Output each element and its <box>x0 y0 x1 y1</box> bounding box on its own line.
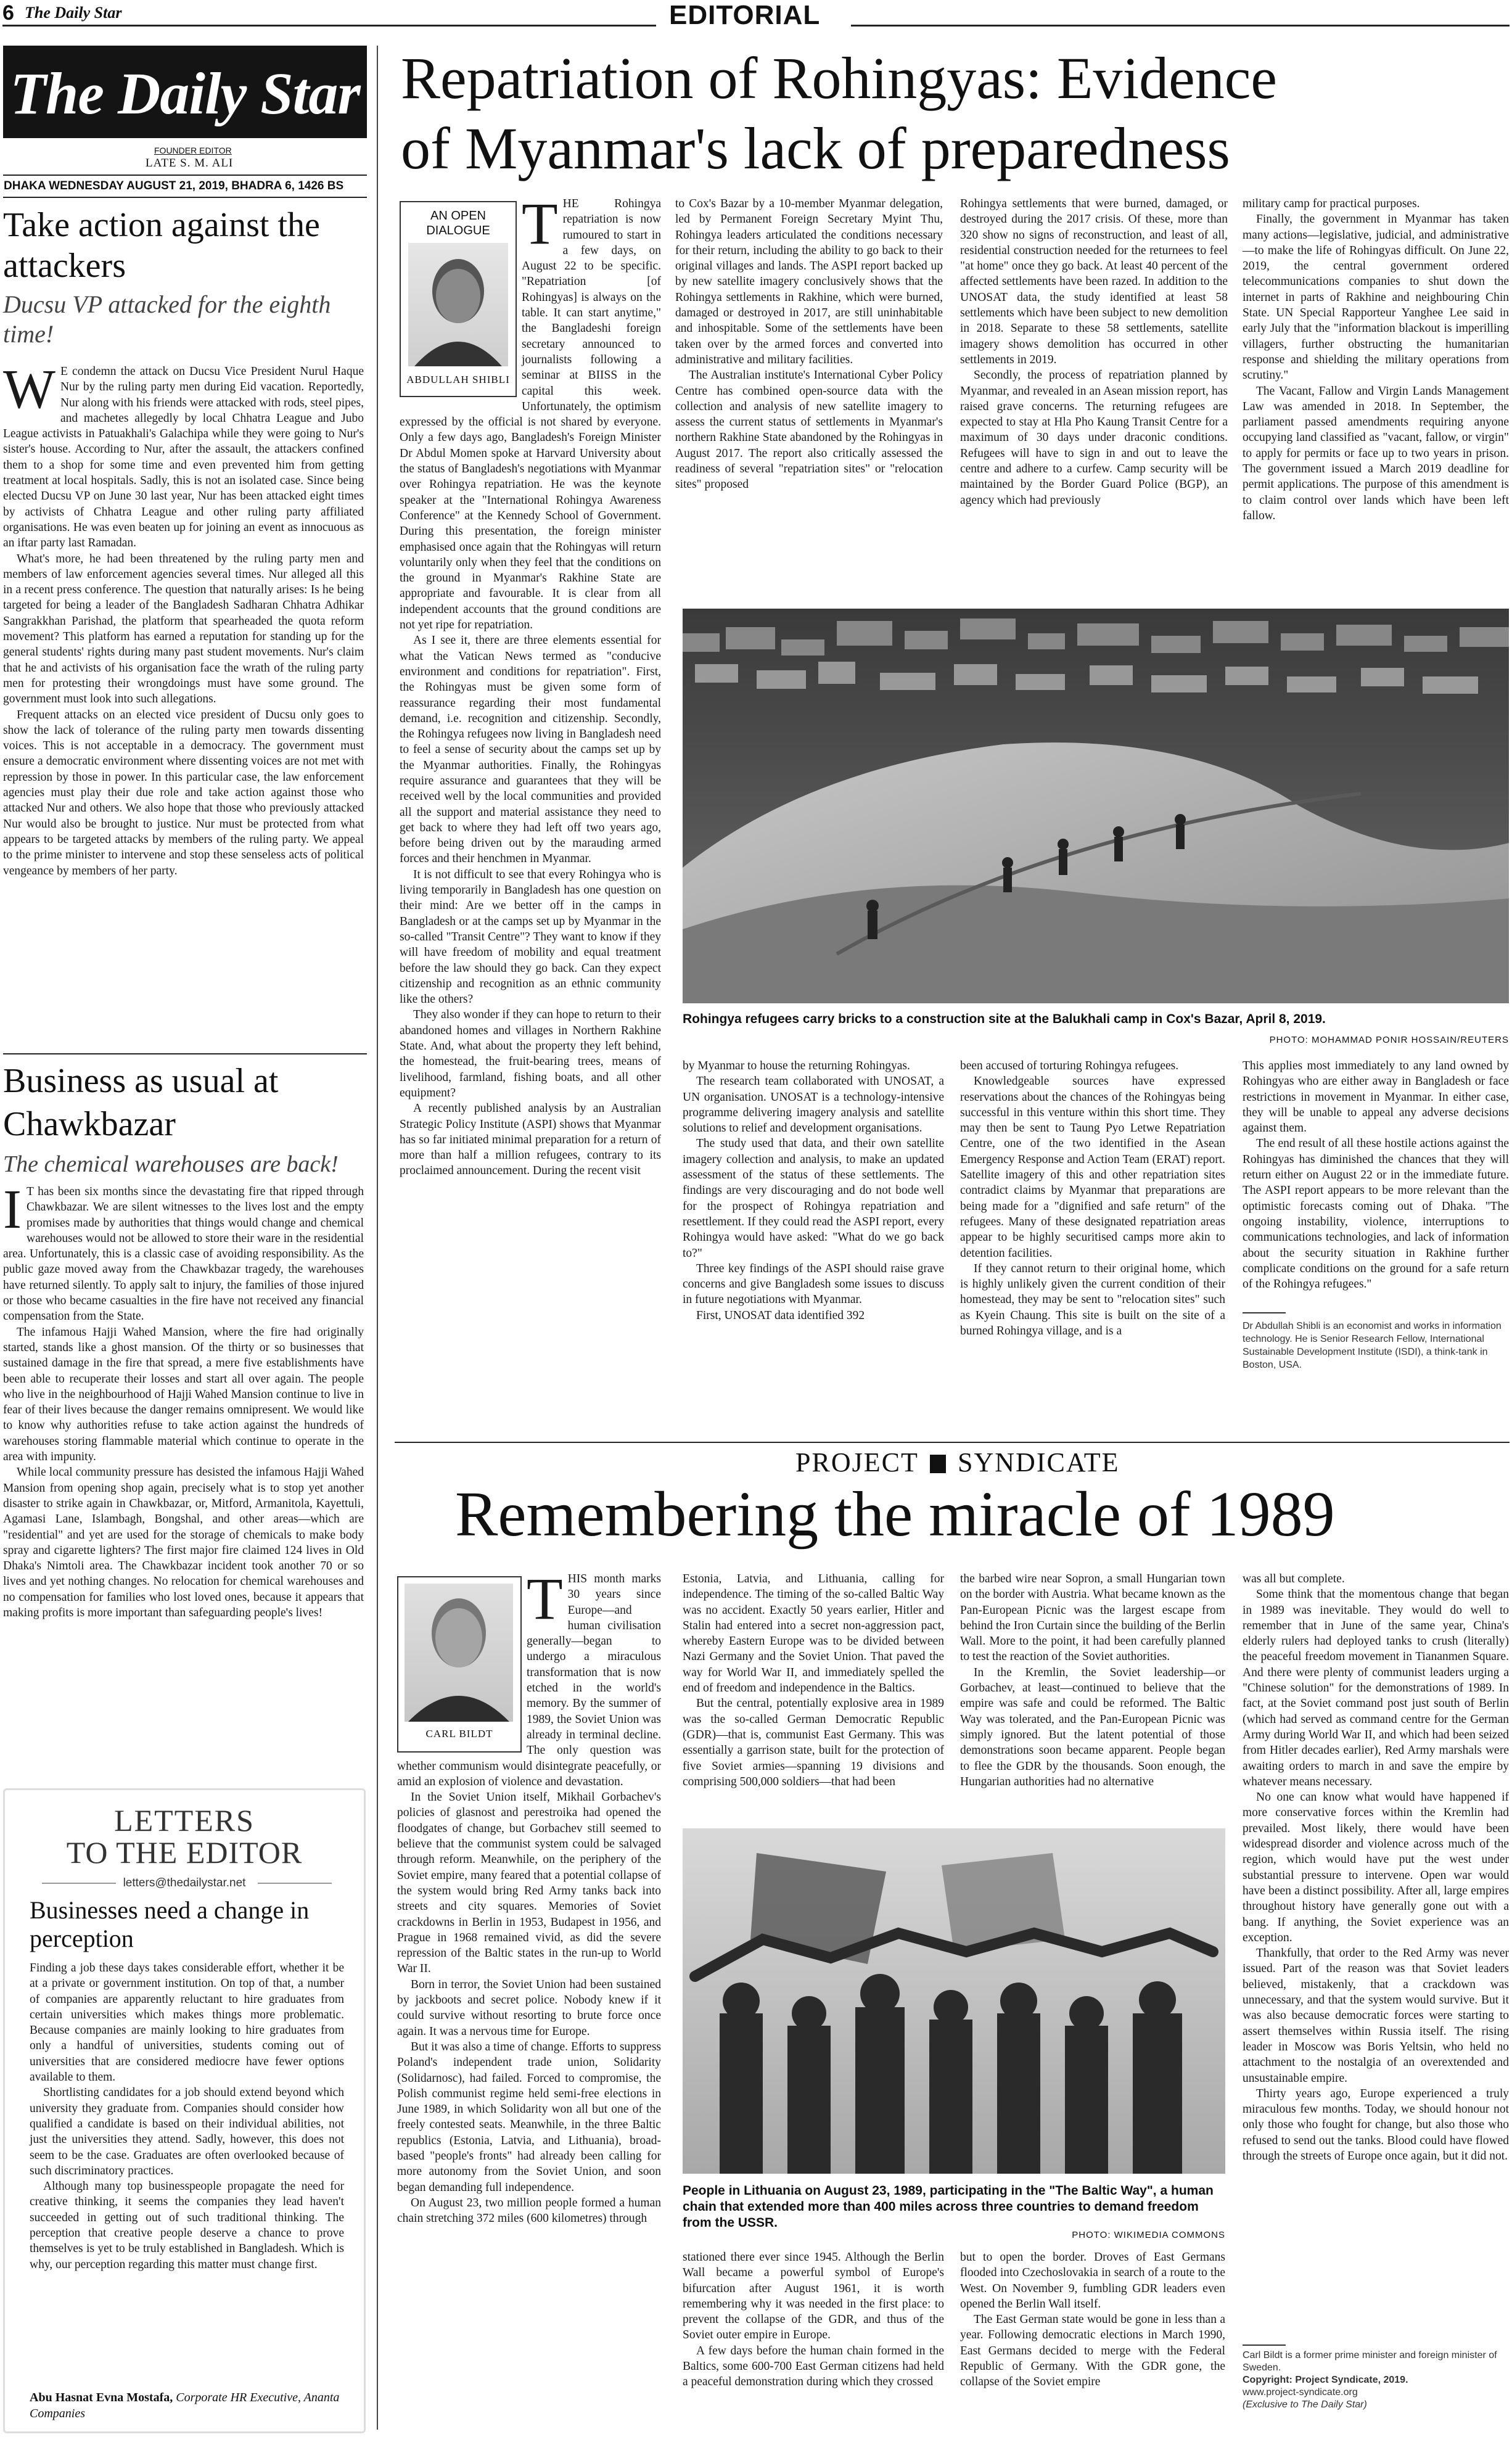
letters-body <box>30 1960 344 2272</box>
letters-title: Businesses need a change in perception <box>30 1896 310 1952</box>
editorial-2-dropcap: I <box>3 1179 22 1240</box>
rohingya-photo-caption: Rohingya refugees carry bricks to a construction site at the Balukhali camp in Cox's Bazar, April 8, 2019. <box>683 1012 1326 1026</box>
syndicate-logo-left: PROJECT <box>795 1447 919 1477</box>
article-1-paragraph: by Myanmar to house the returning Rohingyas. <box>683 1059 910 1072</box>
article-1-paragraph: The end result of all these hostile actions against the Rohingyas has diminished the chances that they will return either on August 22 or in the immediate future. The ASPI report appears to be more relevant than the optimistic forecasts coming out of Dhaka. "The ongoing instability, violence, interruptions to communications technologies, and lack of information about the security situation in Rakhine further complicate conditions on the ground for a safe return of the Rohingya refugees." <box>1243 1137 1509 1291</box>
letters-paragraph: Shortlisting candidates for a job should extend beyond which university they graduate from. Companies should consider how qualified a candidate is based on their individual abilities, not just the universities they attend. Sadly, however, this does not seem to be the case. Graduates are often overlooked because of such discriminatory practices. <box>30 2086 344 2177</box>
article-1-bio: Dr Abdullah Shibli is an economist and works in information technology. He is Senior Research Fellow, International Sustainable Development Institute (ISDI), a think-tank in Boston, USA. <box>1243 1321 1502 1370</box>
editorial-1-dropcap: W <box>3 359 55 420</box>
article-1-paragraph: This applies most immediately to any land owned by Rohingyas who are either away in Bangladesh or face restrictions in movement in Myanmar. In either case, they will be unable to appeal any adverse decisions against them. <box>1243 1059 1509 1135</box>
article-1-headline-1: Repatriation of Rohingyas: Evidence <box>401 45 1277 111</box>
article-1-col-3 <box>960 196 1228 508</box>
editorial-2-body <box>3 1179 364 1621</box>
article-1-col-4 <box>1243 196 1509 524</box>
refugee-camp-image-icon <box>683 609 1509 1003</box>
article-1-paragraph: to Cox's Bazar by a 10-member Myanmar delegation, led by Permanent Foreign Secretary Myint Thu, Rohingya leaders articulated the conditions necessary for their return, including the ability to go back to their original villages and lands. The ASPI report backed up by new satellite imagery conclusively shows that the Rohingya settlements in Rakhine, which were burned, damaged or destroyed in 2017, are still uninhabitable and inhospitable. Some of the settlements have been taken over by the armed forces and converted into administrative and military facilities. <box>675 197 943 366</box>
logo-box <box>3 46 367 138</box>
article-1-paragraph: Finally, the government in Myanmar has taken many actions—legislative, judicial, and administrative—to make the life of Rohingyas difficult. On June 22, 2019, the central government ordered telecommunications companies to shut down the internet in parts of Rakhine and neighbouring Chin State. UN Special Rapporteur Yanghee Lee said in early July that the "information blackout is imperilling villagers, further obstructing the humanitarian response and shielding the military operations from scrutiny." <box>1243 213 1509 382</box>
article-1-paragraph: Rohingya settlements that were burned, damaged, or destroyed during the 2017 crisis. Of these, more than 320 show no signs of reconstruction, and least of all, residential construction needed for the returnees to feel "at home" once they go back. At least 40 percent of the affected settlements have been razed. In addition to the UNOSAT data, the study identified at least 58 settlements which have been subject to new demolition in 2018. Separate to these 58 settlements, satellite imagery shows demolition has occurred in other settlements in 2019. <box>960 197 1228 366</box>
editorial-2-subtitle: The chemical warehouses are back! <box>3 1151 339 1177</box>
top-rule-left <box>2 25 656 27</box>
editorial-1-body <box>3 359 364 879</box>
article-2-headline: Remembering the miracle of 1989 <box>455 1479 1335 1550</box>
dateline-rule-top <box>3 175 367 176</box>
article-2-paragraph: Thankfully, that order to the Red Army was never issued. Part of the reason was that Soviet leaders believed, mistakenly, that a crackdown was unnecessary, and that the system would survive. But it was also because democratic forces were starting to assert themselves within Russia itself. The rising leader in Moscow was Boris Yeltsin, who held no attachment to the nostalgia of an overextended and unsustainable empire. <box>1243 1947 1509 2085</box>
article-1-col-4b <box>1243 1058 1509 1292</box>
article-2-paragraph: but to open the border. Droves of East Germans flooded into Czechoslovakia in search of a route to the West. On November 9, fumbling GDR leaders even opened the Berlin Wall itself. <box>960 2251 1225 2311</box>
letters-paragraph: Although many top businesspeople propagate the need for creative thinking, it seems the companies they lead haven't succeeded in getting out of such traditional thinking. The perception that creative people deserve a chance to prove themselves is yet to be truly established in Bangladesh. Which is why, our perception regarding this matter must change first. <box>30 2180 344 2271</box>
article-2-bio-block <box>1243 2349 1509 2411</box>
syndicate-square-icon <box>930 1455 946 1473</box>
baltic-photo-caption: People in Lithuania on August 23, 1989, participating in the "The Baltic Way", a human chain that extended more than 400 miles across three countries to demand freedom from the USSR. <box>683 2184 1214 2230</box>
article-1-bio-rule <box>1243 1312 1286 1313</box>
article-1-paragraph: Three key findings of the ASPI should raise grave concerns and give Bangladesh some issues to discuss in future negotiations with Myanmar. <box>683 1262 944 1307</box>
page-number: 6 <box>2 1 14 25</box>
article-2-paragraph: Born in terror, the Soviet Union had been sustained by jackboots and secret police. Nobody knew if it could survive without resorting to brute force once again. It was a nervous time for Europe. <box>397 1978 661 2038</box>
column-label: AN OPEN DIALOGUE <box>426 209 490 237</box>
article-1-dropcap: T <box>522 191 558 257</box>
letters-paragraph: Finding a job these days takes considerable effort, whether it be at a private or government institution. On top of that, a number of companies are apparently reluctant to hire graduates from certain universities which makes things more problematic. Because companies are mainly looking to hire graduates from only a handful of universities, students coming out of universities that are considered mediocre have fewer options available to them. <box>30 1962 344 2084</box>
article-2-copyright: Copyright: Project Syndicate, 2019. <box>1243 2375 1408 2385</box>
article-2-bio: Carl Bildt is a former prime minister and foreign minister of Sweden. <box>1243 2350 1497 2373</box>
dateline: DHAKA WEDNESDAY AUGUST 21, 2019, BHADRA 6, 1426 BS <box>4 179 344 192</box>
article-2-paragraph: But it was also a time of change. Efforts to suppress Poland's independent trade union, Solidarity (Solidarnosc), had failed. Forced to compromise, the Polish communist regime held semi-free elections in June 1989, in which Solidarity won all but one of the freely contested seats. Meanwhile, in the three Baltic republics (Estonia, Latvia, and Lithuania), broad-based "people's fronts" had already been calling for more autonomy from the Soviet Union, and soon began demanding full independence. <box>397 2040 661 2194</box>
article-2-paragraph: Some think that the momentous change that began in 1989 was inevitable. They would do well to remember that in June of the same year, China's elderly rulers had deployed tanks to crush (literally) the peaceful freedom movement in Tiananmen Square. And there were plenty of communist leaders urging a "Chinese solution" for the demonstrations of 1989. In fact, at the Soviet command post just south of Berlin (which had served as command centre for the German Army during World War II, and which had been seized from Hitler decades earlier), Red Army marshals were awaiting orders to march in and save the empire by whatever means necessary. <box>1243 1588 1509 1788</box>
letters-box <box>3 1788 366 2433</box>
editorial-1-title: Take action against the attackers <box>3 206 320 285</box>
article-1-paragraph: The Vacant, Fallow and Virgin Lands Management Law was amended in 2018. In September, the parliament passed amendments requiring anyone occupying land classified as "vacant, fallow, or virgin" to apply for permits or face up to two years in prison. The government issued a March 2019 deadline for permit applications. The purpose of this amendment is to claim control over lands which have been left fallow. <box>1243 384 1509 522</box>
author-name: ABDULLAH SHIBLI <box>406 374 510 385</box>
article-1-col-2 <box>675 196 943 493</box>
article-2-col-2 <box>683 1571 944 1790</box>
letters-heading-2: TO THE EDITOR <box>66 1835 303 1870</box>
syndicate-logo <box>795 1447 1119 1478</box>
baltic-photo-credit: PHOTO: WIKIMEDIA COMMONS <box>1072 2230 1225 2240</box>
editorial-2-title: Business as usual at Chawkbazar <box>3 1062 279 1143</box>
article-1-paragraph: HE Rohingya repatriation is now rumoured to start in a few days, on August 22 to be specific. "Repatriation [of Rohingyas] is always on the table. It can start anytime," the Bangladeshi foreign secretary announced to journalists following a seminar at BIISS in the capital this week. Unfortunately, the optimism expressed by the official is not shared by everyone. Only a few days ago, Bangladesh's Foreign Minister Dr Abdul Momen spoke at Harvard University about the status of Bangladesh's negotiations with Myanmar over Rohingya repatriation. He was the keynote speaker at the "International Rohingya Awareness Conference" at the Kennedy School of Government. During this presentation, the foreign minister emphasised once again that the Rohingyas will return voluntarily only when they feel that the conditions on the ground in Myanmar's Rakhine State are appropriate and favourable. It is clear from all independent accounts that the ground conditions are not yet ripe for repatriation. <box>400 197 661 632</box>
article-2-paragraph: In the Soviet Union itself, Mikhail Gorbachev's policies of glasnost and perestroika had opened the floodgates of change, but Gorbachev still seemed to believe that the communist system could be salvaged through reform. Meanwhile, on the periphery of the Soviet empire, many feared that a potential collapse of the system would bring Red Army tanks back into streets and city squares. Memories of Soviet crackdowns in Berlin in 1953, Budapest in 1956, and Prague in 1968 remained vivid, as did the severe repression of the Baltic states in the run-up to World War II. <box>397 1791 661 1976</box>
letters-signature-name: Abu Hasnat Evna Mostafa, <box>30 2391 173 2404</box>
article-2-paragraph: The East German state would be gone in less than a year. Following democratic elections in March 1990, East Germans decided to merge with the Federal Republic of Germany. With the GDR gone, the collapse of the Soviet empire <box>960 2313 1225 2389</box>
letters-heading-rule-right <box>258 1883 332 1884</box>
article-2-col-1 <box>397 1566 661 2226</box>
article-1-paragraph: Secondly, the process of repatriation planned by Myanmar, and revealed in an Asean mission report, has raised grave concerns. The returning refugees are expected to stay at Hla Pho Kaung Transit Centre for a maximum of 30 days under draconic conditions. Refugees will have to sign in and out to leave the centre and adhere to a curfew. Camp security will be maintained by the Border Guard Police (BGP), an agency which had previously <box>960 369 1228 507</box>
article-1-col-1 <box>400 191 661 1179</box>
article-2-paragraph: Estonia, Latvia, and Lithuania, calling for independence. The timing of the so-called Baltic Way was no accident. Exactly 50 years earlier, Hitler and Stalin had entered into a secret non-aggression pact, whereby Eastern Europe was to be divided between Nazi Germany and the Soviet Union. That paved the way for World War II, and immediately spelled the end of freedom and independence in the Baltics. <box>683 1572 944 1695</box>
article-2-paragraph: On August 23, two million people formed a human chain stretching 372 miles (600 kilometres) through <box>397 2196 661 2225</box>
rohingya-photo-credit: PHOTO: MOHAMMAD PONIR HOSSAIN/REUTERS <box>1269 1035 1509 1045</box>
author-box-spacer <box>400 196 522 400</box>
article-1-paragraph: They also wonder if they can hope to return to their abandoned homes and villages in Northern Rakhine State. And, what about the property they left behind, the homestead, the fruit-bearing trees, means of livelihood, farmland, fishing boats, and all other equipment? <box>400 1008 661 1099</box>
article-1-paragraph: First, UNOSAT data identified 392 <box>696 1309 865 1322</box>
article-separator <box>395 1442 1510 1443</box>
article-2-paragraph: No one can know what would have happened if more conservative forces within the Kremlin had prevailed. Most likely, there would have been widespread disorder and violence across much of the region, which would have put the west under substantial pressure to intervene. Open war would have been a distinct possibility. After all, large empires throughout history have generally gone out with a bang. If anything, the Soviet experience was an exception. <box>1243 1791 1509 1944</box>
editorial-2-paragraph: The infamous Hajji Wahed Mansion, where the fire had originally started, stands like a ghost mansion. Of the thirty or so businesses that sustained damage in the fire that spread, a mere five establishments have been able to recuperate their losses and start all over again. The people who live in the neighbourhood of Hajji Wahed Mansion continue to live in fear of their lives because the danger remains omnipresent. We would like to know why authorities refuse to take action against the hundreds of warehouses storing flammable material which continue to operate in the area with impunity. <box>3 1325 364 1464</box>
editorial-divider <box>3 1053 367 1054</box>
article-1-paragraph: military camp for practical purposes. <box>1243 197 1420 210</box>
article-2-website: www.project-syndicate.org <box>1243 2387 1358 2398</box>
founder-name: LATE S. M. ALI <box>146 157 234 170</box>
founder-label: FOUNDER EDITOR <box>154 146 232 155</box>
editorial-2-paragraph: T has been six months since the devastating fire that ripped through Chawkbazar. We are silent witnesses to the lives lost and the empty promises made by authorities that things would change and chemical warehouses would not be allowed to store their ware in the residential area. Unfortunately, this is a classic case of avoiding responsibility. As the public gaze moved away from the Chawkbazar tragedy, the warehouses have returned silently. To apply salt to injury, the families of those injured or those who became casualties in the fire have not received any financial compensation from the State. <box>3 1185 364 1323</box>
article-2-col-3 <box>960 1571 1225 1790</box>
article-2-paragraph: the barbed wire near Sopron, a small Hungarian town on the border with Austria. What became known as the Pan-European Picnic was the largest escape from behind the Iron Curtain since the building of the Berlin Wall. More to the point, it had been carefully planned to test the reaction of the Soviet authorities. <box>960 1572 1225 1664</box>
article-1-paragraph: It is not difficult to see that every Rohingya who is living temporarily in Bangladesh has one question on their mind: Are we better off in the camps in Bangladesh or at the camps set up by Myanmar in the so-called "Transit Centre"? They want to know if they will have freedom of mobility and equal treatment before the law should they go back. Can they expect citizenship and recognition as an ethnic community like the others? <box>400 868 661 1006</box>
editorial-1-subtitle: Ducsu VP attacked for the eighth time! <box>3 290 331 348</box>
article-1-paragraph: Knowledgeable sources have expressed reservations about the chances of the Rohingyas being successful in this venture within this short time. They may then be sent to Taung Pyo Letwe Repatriation Centre, one of the two identified in the Asean Emergency Response and Action Team (ERAT) report. Satellite imagery of this and other repatriation sites contradict claims by Myanmar that preparations are being made for a "dignified and safe return" of the refugees. Many of these designated repatriation areas appear to be highly securitised camps more akin to detention facilities. <box>960 1075 1225 1260</box>
editorial-1-paragraph: E condemn the attack on Ducsu Vice President Nurul Haque Nur by the ruling party men during Eid vacation. Reportedly, Nur along with his friends were attacked with rods, steel pipes, and machetes allegedly by local Chhatra League and Jubo League activists in Patuakhali's Galachipa while they were going to Nur's sister's house. According to Nur, after the assault, the attackers confined them to a shop for some time and even prevented him from getting treatment at local hospitals. Sadly, this is not an isolated case. Since being elected Ducsu VP on June 30 last year, Nur has been attacked eight times by activists of Chhatra League and other ruling party affiliated organisations. He was even beaten up for joining an event as innocuous as an iftar party last Ramadan. <box>3 365 364 550</box>
syndicate-logo-right: SYNDICATE <box>958 1447 1120 1477</box>
article-2-col-2b <box>683 2250 944 2390</box>
editorial-2-paragraph: While local community pressure has desisted the infamous Hajji Wahed Mansion from opening shop again, precisely what is to stop yet another disaster to strike again in Chawkbazar, or, Mitford, Armanitola, Kayettuli, Agamasi Lane, Islambagh, Bongshal, and other areas—which are "residential" and yet are used for the storage of chemicals to make body spray and cigarette lighters? The first major fire claimed 124 lives in Old Dhaka's Nimtoli area. The Chawkbazar incident took another 70 or so lives and yet nothing changes. No relocation for chemical warehouses and no compensation for families who lost loved ones, because it appears that making profits is more important than safeguarding people's lives! <box>3 1466 364 1620</box>
article-2-paragraph: In the Kremlin, the Soviet leadership—or Gorbachev, at least—continued to believe that the empire was safe and could be reformed. The Baltic Way was tolerated, and the Pan-European Picnic was simply ignored. But the latent potential of those demonstrations soon became apparent. People began to flee the GDR by the thousands. Soon enough, the Hungarian authorities had no alternative <box>960 1666 1225 1788</box>
article-2-bio-rule <box>1243 2345 1286 2346</box>
dateline-rule-bottom <box>3 197 367 198</box>
author-2-name: CARL BILDT <box>425 1728 493 1740</box>
letters-signature <box>30 2390 344 2422</box>
baltic-way-photo <box>683 1828 1225 2174</box>
letters-email: letters@thedailystar.net <box>123 1876 246 1889</box>
article-1-paragraph: The research team collaborated with UNOSAT, a UN organisation. UNOSAT is a technology-intensive programme delivering imagery analysis and satellite solutions to relief and development organisations. <box>683 1075 944 1135</box>
article-1-paragraph: The Australian institute's International Cyber Policy Centre has combined open-source data with the collection and analysis of new satellite imagery to assess the current status of settlements in Myanmar's northern Rakhine State abandoned by the Rohingyas in August 2017. The report also critically assessed the readiness of several "repatriation sites" or "relocation sites" proposed <box>675 369 943 491</box>
article-1-paragraph: The study used that data, and their own satellite imagery collection and analysis, to make an updated assessment of the status of these settlements. The findings are very discouraging and do not bode well for the prospect of Rohingya repatriation and resettlement. If they could read the ASPI report, every Rohingya would have asked: "What do we go back to?" <box>683 1137 944 1260</box>
article-2-paragraph: stationed there ever since 1945. Although the Berlin Wall became a powerful symbol of Europe's bifurcation after August 1961, it is worth remembering why it was needed in the first place: to prevent the collapse of the GDR, and thus of the Soviet outer empire in Europe. <box>683 2251 944 2342</box>
article-1-paragraph: been accused of torturing Rohingya refugees. <box>960 1059 1179 1072</box>
article-2-paragraph: A few days before the human chain formed in the Baltics, some 600-700 East German citizens had held a peaceful demonstration during which they crossed <box>683 2344 944 2389</box>
top-rule-right <box>851 25 1510 27</box>
daily-star-logo: The Daily Star <box>10 60 360 126</box>
article-2-paragraph: was all but complete. <box>1243 1572 1345 1585</box>
section-label: EDITORIAL <box>669 0 821 30</box>
article-2-col-4 <box>1243 1571 1509 2164</box>
article-2-exclusive: (Exclusive to The Daily Star) <box>1243 2399 1367 2410</box>
article-2-col-3b <box>960 2250 1225 2390</box>
article-1-col-2b <box>683 1058 944 1323</box>
article-1-paragraph: A recently published analysis by an Australian Strategic Policy Institute (ASPI) shows that Myanmar has so far initiated minimal preparation for a return of more than half a million refugees, contrary to its proclaimed announcement. During the recent visit <box>400 1102 661 1178</box>
article-2-dropcap: T <box>527 1566 563 1632</box>
letters-signature-role: Corporate HR Executive, Ananta Companies <box>30 2391 340 2420</box>
letters-heading-1: LETTERS <box>114 1803 255 1838</box>
article-1-headline-2: of Myanmar's lack of preparedness <box>401 115 1230 181</box>
author-2-box-spacer <box>397 1571 527 1755</box>
editorial-1-paragraph: What's more, he had been threatened by the ruling party men and members of law enforcement agencies several times. Nur alleged all this in a recent press conference. The question that naturally arises: Is he being targeted for being a leader of the Bangladesh Sadharan Chhatra Adhikar Sangrakkhan Parishad, the platform that spearheaded the quota reform movement? This platform has earned a reputation for standing up for the general students' rights during many past student movements. Nur's claim that he and activists of his organisation face the wrath of the ruling party men for protesting their wrongdoings must have some ground. The government must look into such allegations. <box>3 552 364 706</box>
article-1-paragraph: If they cannot return to their original home, which is highly unlikely given the current condition of their homestead, they may be sent to "relocation sites" such as Kyein Chaung. This site is built on the site of a burned Rohingya village, and is a <box>960 1262 1225 1338</box>
rohingya-camp-photo <box>683 609 1509 1003</box>
article-2-paragraph: HIS month marks 30 years since Europe—and human civilisation generally—began to undergo a miraculous transformation that is now etched in the world's memory. By the summer of 1989, the Soviet Union was already in terminal decline. The only question was whether communism would disintegrate peacefully, or amid an explosion of violence and devastation. <box>397 1572 661 1788</box>
article-2-paragraph: But the central, potentially explosive area in 1989 was the so-called German Democratic Republic (GDR)—that is, communist East Germany. This was essentially a garrison state, built for the protection of five Soviet armies—spanning 19 divisions and comprising 500,000 soldiers—that had been <box>683 1697 944 1788</box>
article-1-col-3b <box>960 1058 1225 1339</box>
column-divider <box>377 46 378 2430</box>
editorial-1-paragraph: Frequent attacks on an elected vice president of Ducsu only goes to show the lack of tolerance of the ruling party men towards dissenting voices. This is not acceptable in a democracy. The government must ensure a democratic environment where dissenting voices are not met with repression by those in power. In this particular case, the law enforcement agencies must play their due role and take action against those who attacked Nur and others. We also hope that those who previously attacked Nur would also be brought to justice. Nur must be protected from what appears to be targeted attacks by members of the ruling party. We appeal to the prime minister to intervene and stop these senseless acts of political vengeance by members of her party. <box>3 708 364 877</box>
human-chain-image-icon <box>683 1828 1225 2174</box>
article-1-paragraph: As I see it, there are three elements essential for what the Vatican News termed as "conducive environment and conditions for repatriation". First, the Rohingyas must be given some form of reassurance regarding their most fundamental demand, i.e. recognition and citizenship. Secondly, the Rohingya refugees now living in Bangladesh need to feel a sense of security about the camps set up by the Myanmar authorities. Finally, the Rohingyas require assurance and guarantees that they will be received well by the local communities and provided all the support and material assistance they need to get back to where they had left off two years ago, before being driven out by the marauding armed forces and their henchmen in Myanmar. <box>400 634 661 866</box>
article-2-paragraph: Thirty years ago, Europe experienced a truly miraculous few months. Today, we should honour not only those who fought for change, but also those who refused to send out the tanks. Blood could have flowed through the streets of Europe once again, but it did not. <box>1243 2087 1509 2163</box>
running-paper-name: The Daily Star <box>25 4 122 22</box>
